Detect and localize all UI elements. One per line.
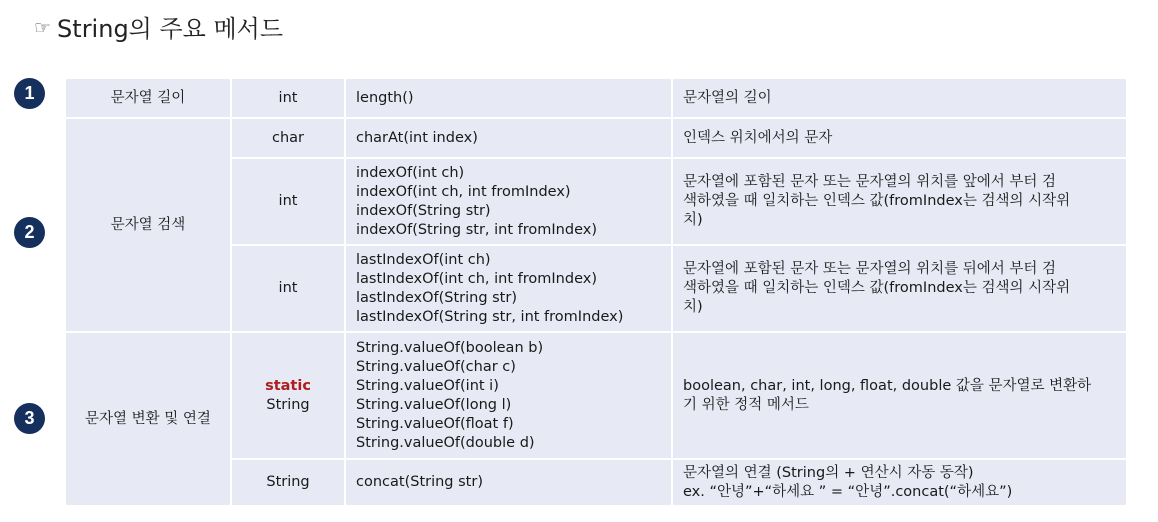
return-type-cell: String — [231, 459, 345, 506]
method-signature: charAt(int index) — [356, 129, 478, 146]
method-signature: indexOf(int ch) — [356, 164, 465, 181]
return-type-cell: int — [231, 78, 345, 118]
method-signature: concat(String str) — [356, 474, 483, 490]
description-cell: 문자열의 길이 — [672, 78, 1127, 118]
method-signature: lastIndexOf(int ch, int fromIndex) — [356, 270, 597, 287]
description-line: 문자열에 포함된 문자 또는 문자열의 위치를 뒤에서 부터 검 — [683, 261, 1057, 277]
method-signature: indexOf(String str, int fromIndex) — [356, 221, 597, 238]
description-line: 기 위한 정적 메서드 — [683, 396, 809, 413]
method-signature: String.valueOf(float f) — [356, 415, 514, 432]
description-cell — [672, 332, 1127, 459]
method-signature: length() — [356, 89, 414, 106]
method-signature: indexOf(int ch, int fromIndex) — [356, 183, 571, 200]
number-badge-2: 2 — [14, 217, 45, 248]
description-line: 문자열의 연결 (String의 + 연산시 자동 동작) — [683, 464, 974, 481]
method-cell — [345, 459, 672, 506]
pointing-hand-icon: ☞ — [34, 17, 52, 39]
description-cell — [672, 158, 1127, 245]
table-row — [65, 332, 1127, 459]
method-signature: String.valueOf(long l) — [356, 396, 512, 413]
number-badge-3: 3 — [14, 403, 45, 434]
method-signature: indexOf(String str) — [356, 202, 491, 219]
description-line: 색하였을 때 일치하는 인덱스 값(fromIndex는 검색의 시작위 — [683, 193, 1071, 209]
method-cell — [345, 332, 672, 459]
return-type-cell — [231, 332, 345, 459]
description-cell — [672, 459, 1127, 506]
description-cell — [672, 245, 1127, 332]
slide-title-text: String의 주요 메서드 — [57, 14, 284, 43]
method-cell — [345, 158, 672, 245]
category-cell: 문자열 변환 및 연결 — [65, 332, 231, 506]
description-cell: 인덱스 위치에서의 문자 — [672, 118, 1127, 158]
description-line: 색하였을 때 일치하는 인덱스 값(fromIndex는 검색의 시작위 — [683, 280, 1071, 296]
table-row — [65, 78, 1127, 118]
description-line: boolean, char, int, long, float, double 값을 문자열로 변환하 — [683, 377, 1092, 394]
category-cell: 문자열 검색 — [65, 118, 231, 332]
number-badge-1: 1 — [14, 78, 45, 109]
description-line: ex. “안녕”+“하세요 ” = “안녕”.concat(“하세요”) — [683, 483, 1013, 500]
static-keyword: static — [265, 377, 311, 394]
method-signature: String.valueOf(char c) — [356, 358, 516, 375]
string-methods-table — [64, 77, 1128, 507]
method-cell — [345, 78, 672, 118]
method-signature: String.valueOf(int i) — [356, 377, 499, 394]
method-signature: lastIndexOf(String str, int fromIndex) — [356, 308, 624, 325]
method-cell — [345, 118, 672, 158]
method-signature: lastIndexOf(String str) — [356, 289, 517, 306]
method-signature: String.valueOf(double d) — [356, 434, 535, 451]
method-cell — [345, 245, 672, 332]
return-type-cell: int — [231, 158, 345, 245]
return-type-cell: char — [231, 118, 345, 158]
return-type-text: String — [266, 396, 310, 413]
slide-title — [34, 8, 283, 44]
description-line: 문자열에 포함된 문자 또는 문자열의 위치를 앞에서 부터 검 — [683, 174, 1057, 190]
method-signature: String.valueOf(boolean b) — [356, 339, 544, 356]
description-line: 치) — [683, 299, 703, 315]
category-cell: 문자열 길이 — [65, 78, 231, 118]
table-row — [65, 118, 1127, 158]
description-line: 치) — [683, 212, 703, 228]
method-signature: lastIndexOf(int ch) — [356, 251, 491, 268]
return-type-cell: int — [231, 245, 345, 332]
